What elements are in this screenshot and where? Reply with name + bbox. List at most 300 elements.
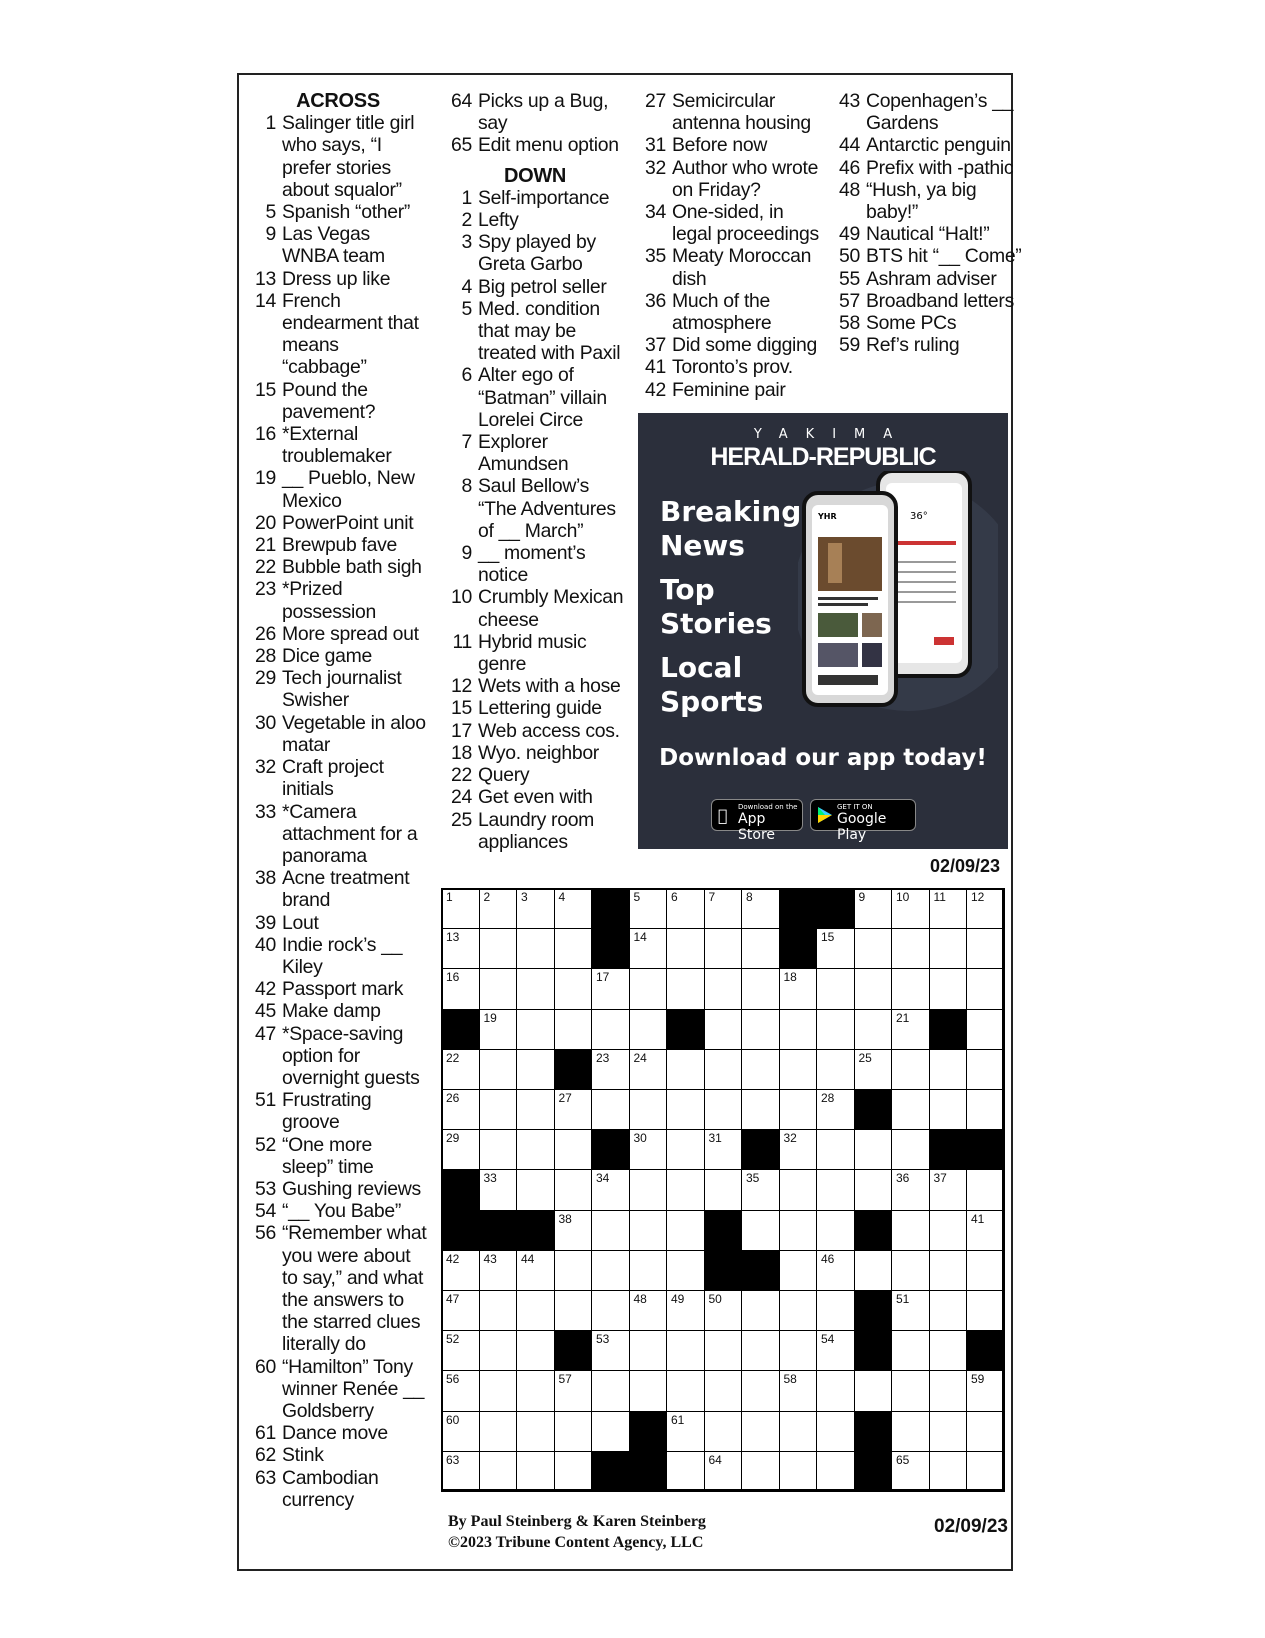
grid-cell[interactable] (441, 928, 480, 969)
down-clue[interactable] (638, 334, 824, 356)
grid-cell[interactable] (516, 928, 555, 969)
grid-cell[interactable] (816, 1411, 855, 1452)
grid-cell[interactable] (591, 1330, 630, 1371)
grid-cell[interactable] (779, 1411, 818, 1452)
across-clue[interactable] (248, 379, 428, 423)
grid-cell[interactable] (479, 1049, 518, 1090)
grid-cell[interactable] (741, 1210, 780, 1251)
down-clue[interactable] (832, 90, 1022, 134)
grid-cell[interactable] (666, 1250, 705, 1291)
grid-cell[interactable] (516, 1169, 555, 1210)
down-clue[interactable] (832, 157, 1022, 179)
grid-cell[interactable] (816, 1009, 855, 1050)
grid-cell[interactable] (891, 1049, 930, 1090)
grid-cell[interactable] (516, 1451, 555, 1492)
down-clue[interactable] (444, 276, 626, 298)
grid-cell[interactable] (816, 928, 855, 969)
grid-block (854, 1451, 893, 1492)
grid-cell[interactable] (779, 1330, 818, 1371)
grid-cell[interactable] (966, 1089, 1005, 1130)
across-clue[interactable] (248, 712, 428, 756)
down-clue[interactable] (638, 201, 824, 245)
grid-cell[interactable] (479, 888, 518, 929)
grid-cell[interactable] (929, 1370, 968, 1411)
grid-cell[interactable] (929, 1411, 968, 1452)
down-clue[interactable] (832, 312, 1022, 334)
grid-cell[interactable] (629, 1089, 668, 1130)
clue-number: 46 (839, 156, 860, 179)
grid-cell[interactable] (929, 928, 968, 969)
grid-cell[interactable] (666, 1089, 705, 1130)
grid-cell[interactable] (479, 1169, 518, 1210)
date-bottom: 02/09/23 (934, 1516, 1008, 1537)
grid-cell[interactable] (479, 1250, 518, 1291)
grid-cell[interactable] (666, 1451, 705, 1492)
cell-number: 56 (446, 1372, 460, 1387)
grid-cell[interactable] (704, 1451, 743, 1492)
across-clue[interactable] (248, 512, 428, 534)
grid-cell[interactable] (816, 1370, 855, 1411)
down-clue[interactable] (444, 586, 626, 630)
down-clue[interactable] (444, 720, 626, 742)
grid-cell[interactable] (854, 1049, 893, 1090)
grid-cell[interactable] (966, 928, 1005, 969)
clue-number: 48 (839, 178, 860, 201)
down-clue[interactable] (444, 742, 626, 764)
grid-cell[interactable] (479, 1290, 518, 1331)
grid-cell[interactable] (929, 1169, 968, 1210)
across-clue[interactable] (248, 645, 428, 667)
grid-cell[interactable] (554, 968, 593, 1009)
grid-cell[interactable] (629, 928, 668, 969)
across-clue[interactable] (248, 1422, 428, 1444)
grid-cell[interactable] (441, 1330, 480, 1371)
grid-cell[interactable] (479, 1089, 518, 1130)
grid-cell[interactable] (591, 1089, 630, 1130)
down-clue[interactable] (444, 209, 626, 231)
across-clue[interactable] (248, 1467, 428, 1511)
grid-cell[interactable] (554, 1290, 593, 1331)
grid-cell[interactable] (741, 1330, 780, 1371)
grid-cell[interactable] (441, 1290, 480, 1331)
down-clue[interactable] (444, 764, 626, 786)
grid-cell[interactable] (591, 1370, 630, 1411)
google-play-button[interactable]: GET IT ON Google Play (810, 799, 916, 831)
grid-cell[interactable] (966, 1049, 1005, 1090)
grid-cell[interactable] (516, 1009, 555, 1050)
grid-cell[interactable] (666, 1169, 705, 1210)
grid-cell[interactable] (854, 928, 893, 969)
cell-number: 17 (596, 970, 610, 985)
grid-cell[interactable] (891, 1411, 930, 1452)
across-clue[interactable] (248, 912, 428, 934)
grid-cell[interactable] (966, 1451, 1005, 1492)
grid-cell[interactable] (554, 1210, 593, 1251)
grid-cell[interactable] (554, 1169, 593, 1210)
cell-number: 12 (971, 890, 985, 904)
clue-number: 37 (645, 334, 666, 357)
grid-cell[interactable] (966, 888, 1005, 929)
grid-cell[interactable] (779, 1049, 818, 1090)
clue-text: Copenhagen’s __ Gardens (866, 90, 1014, 135)
grid-cell[interactable] (929, 1290, 968, 1331)
across-clue[interactable] (248, 1000, 428, 1022)
grid-cell[interactable] (779, 1210, 818, 1251)
grid-cell[interactable] (554, 1370, 593, 1411)
grid-cell[interactable] (816, 1330, 855, 1371)
grid-cell[interactable] (704, 1370, 743, 1411)
grid-cell[interactable] (554, 1451, 593, 1492)
across-clue[interactable] (248, 223, 428, 267)
grid-cell[interactable] (741, 968, 780, 1009)
grid-cell[interactable] (741, 1169, 780, 1210)
grid-cell[interactable] (666, 1411, 705, 1452)
grid-cell[interactable] (891, 1089, 930, 1130)
grid-cell[interactable] (854, 888, 893, 929)
grid-cell[interactable] (479, 1009, 518, 1050)
grid-cell[interactable] (441, 1370, 480, 1411)
grid-cell[interactable] (479, 928, 518, 969)
grid-cell[interactable] (666, 1370, 705, 1411)
grid-cell[interactable] (816, 1169, 855, 1210)
grid-cell[interactable] (516, 968, 555, 1009)
grid-cell[interactable] (516, 1129, 555, 1170)
grid-cell[interactable] (929, 888, 968, 929)
down-clue[interactable] (444, 364, 626, 431)
grid-cell[interactable] (741, 928, 780, 969)
grid-cell[interactable] (891, 1451, 930, 1492)
grid-cell[interactable] (929, 1049, 968, 1090)
grid-cell[interactable] (629, 1210, 668, 1251)
grid-cell[interactable] (591, 1210, 630, 1251)
clue-number: 10 (451, 586, 472, 609)
grid-cell[interactable] (741, 1411, 780, 1452)
down-clue[interactable] (444, 298, 626, 365)
grid-cell[interactable] (591, 1290, 630, 1331)
down-clue[interactable] (638, 157, 824, 201)
across-clue[interactable] (248, 756, 428, 800)
down-clue[interactable] (832, 179, 1022, 223)
grid-cell[interactable] (554, 1089, 593, 1130)
grid-cell[interactable] (779, 1089, 818, 1130)
across-clue[interactable] (248, 1444, 428, 1466)
down-clue[interactable] (444, 631, 626, 675)
grid-cell[interactable] (516, 1411, 555, 1452)
grid-cell[interactable] (666, 888, 705, 929)
down-clue[interactable] (832, 134, 1022, 156)
app-store-button[interactable]: Download on the App Store (711, 799, 803, 831)
grid-cell[interactable] (966, 1411, 1005, 1452)
across-clue[interactable] (248, 112, 428, 201)
grid-cell[interactable] (966, 968, 1005, 1009)
down-clue[interactable] (444, 475, 626, 542)
clue-text: Antarctic penguin (866, 134, 1011, 157)
grid-cell[interactable] (516, 1330, 555, 1371)
grid-cell[interactable] (704, 1290, 743, 1331)
grid-cell[interactable] (891, 1330, 930, 1371)
across-clue[interactable] (248, 268, 428, 290)
grid-cell[interactable] (591, 968, 630, 1009)
across-clue[interactable] (248, 1134, 428, 1178)
across-clue[interactable] (248, 1089, 428, 1133)
grid-cell[interactable] (779, 1451, 818, 1492)
grid-cell[interactable] (666, 1129, 705, 1170)
grid-cell[interactable] (479, 1370, 518, 1411)
grid-block (666, 1009, 705, 1050)
grid-cell[interactable] (966, 1009, 1005, 1050)
grid-cell[interactable] (929, 1330, 968, 1371)
across-clue[interactable] (248, 667, 428, 711)
grid-cell[interactable] (704, 888, 743, 929)
grid-cell[interactable] (891, 1169, 930, 1210)
grid-cell[interactable] (441, 968, 480, 1009)
across-clue[interactable] (248, 623, 428, 645)
grid-cell[interactable] (929, 1250, 968, 1291)
grid-cell[interactable] (666, 1330, 705, 1371)
grid-cell[interactable] (704, 1089, 743, 1130)
across-clue[interactable] (248, 1356, 428, 1423)
grid-cell[interactable] (741, 1370, 780, 1411)
across-clue[interactable] (248, 467, 428, 511)
cell-number: 1 (446, 890, 453, 904)
down-clue[interactable] (638, 356, 824, 378)
grid-cell[interactable] (591, 1009, 630, 1050)
down-clue[interactable] (444, 542, 626, 586)
clue-number: 5 (265, 201, 276, 224)
grid-cell[interactable] (441, 888, 480, 929)
across-clue[interactable] (248, 556, 428, 578)
down-clue[interactable] (832, 223, 1022, 245)
grid-cell[interactable] (891, 1250, 930, 1291)
grid-cell[interactable] (966, 1290, 1005, 1331)
grid-cell[interactable] (966, 1169, 1005, 1210)
grid-cell[interactable] (854, 1250, 893, 1291)
cell-number: 43 (483, 1251, 497, 1266)
grid-cell[interactable] (816, 1451, 855, 1492)
grid-cell[interactable] (554, 1250, 593, 1291)
grid-cell[interactable] (816, 1089, 855, 1130)
grid-cell[interactable] (441, 1451, 480, 1492)
grid-cell[interactable] (441, 1089, 480, 1130)
grid-cell[interactable] (591, 1411, 630, 1452)
across-clue[interactable] (248, 578, 428, 622)
across-clue[interactable] (248, 201, 428, 223)
across-clue[interactable] (248, 867, 428, 911)
grid-cell[interactable] (554, 1129, 593, 1170)
across-clue[interactable] (248, 978, 428, 1000)
grid-cell[interactable] (704, 968, 743, 1009)
grid-cell[interactable] (891, 928, 930, 969)
across-clue[interactable] (248, 934, 428, 978)
grid-cell[interactable] (554, 888, 593, 929)
grid-cell[interactable] (629, 1290, 668, 1331)
grid-cell[interactable] (629, 1129, 668, 1170)
down-clue[interactable] (638, 290, 824, 334)
grid-cell[interactable] (666, 1210, 705, 1251)
grid-cell[interactable] (479, 1330, 518, 1371)
grid-cell[interactable] (816, 1049, 855, 1090)
grid-cell[interactable] (554, 1411, 593, 1452)
clue-text: *External troublemaker (282, 423, 392, 468)
down-clue[interactable] (638, 245, 824, 289)
grid-cell[interactable] (591, 1250, 630, 1291)
across-clue[interactable] (248, 1023, 428, 1090)
grid-cell[interactable] (741, 1049, 780, 1090)
grid-block (929, 1009, 968, 1050)
clue-number: 6 (461, 364, 472, 387)
grid-cell[interactable] (666, 968, 705, 1009)
down-clue[interactable] (444, 697, 626, 719)
grid-cell[interactable] (479, 968, 518, 1009)
down-clue[interactable] (444, 786, 626, 808)
grid-cell[interactable] (741, 1290, 780, 1331)
down-clue[interactable] (444, 809, 626, 853)
app-advertisement[interactable] (638, 413, 1008, 849)
grid-cell[interactable] (704, 1169, 743, 1210)
grid-cell[interactable] (516, 1049, 555, 1090)
clue-number: 56 (255, 1222, 276, 1245)
grid-cell[interactable] (929, 1451, 968, 1492)
grid-cell[interactable] (779, 1290, 818, 1331)
down-clue[interactable] (832, 245, 1022, 267)
grid-cell[interactable] (741, 1451, 780, 1492)
clue-text: Pound the pavement? (282, 378, 376, 423)
grid-cell[interactable] (891, 1129, 930, 1170)
across-clue[interactable] (444, 134, 626, 156)
grid-cell[interactable] (666, 1290, 705, 1331)
clue-number: 57 (839, 289, 860, 312)
grid-cell[interactable] (816, 1210, 855, 1251)
crossword-grid[interactable] (441, 888, 1004, 1491)
grid-cell[interactable] (891, 1210, 930, 1251)
grid-cell[interactable] (629, 1370, 668, 1411)
grid-cell[interactable] (554, 1009, 593, 1050)
across-clue[interactable] (248, 1200, 428, 1222)
grid-cell[interactable] (591, 1169, 630, 1210)
clue-text: Frustrating groove (282, 1089, 372, 1134)
down-clue[interactable] (638, 134, 824, 156)
grid-cell[interactable] (441, 1411, 480, 1452)
grid-cell[interactable] (891, 888, 930, 929)
clue-text: Dress up like (282, 267, 391, 290)
grid-cell[interactable] (441, 1049, 480, 1090)
grid-cell[interactable] (854, 1370, 893, 1411)
clue-number: 44 (839, 134, 860, 157)
grid-cell[interactable] (516, 1250, 555, 1291)
down-clue[interactable] (444, 675, 626, 697)
grid-cell[interactable] (854, 968, 893, 1009)
across-clue[interactable] (248, 290, 428, 379)
grid-cell[interactable] (704, 1049, 743, 1090)
across-clue[interactable] (248, 1178, 428, 1200)
grid-cell[interactable] (629, 1250, 668, 1291)
grid-cell[interactable] (929, 968, 968, 1009)
grid-cell[interactable] (479, 1451, 518, 1492)
across-clue[interactable] (248, 801, 428, 868)
grid-cell[interactable] (779, 1370, 818, 1411)
grid-cell[interactable] (591, 1049, 630, 1090)
grid-cell[interactable] (966, 1250, 1005, 1291)
grid-cell[interactable] (554, 928, 593, 969)
grid-cell[interactable] (741, 1009, 780, 1050)
grid-cell[interactable] (779, 1129, 818, 1170)
grid-cell[interactable] (966, 1210, 1005, 1251)
across-clue[interactable] (444, 90, 626, 134)
grid-cell[interactable] (629, 1330, 668, 1371)
down-clue[interactable] (444, 187, 626, 209)
grid-cell[interactable] (891, 968, 930, 1009)
down-clue[interactable] (832, 334, 1022, 356)
grid-cell[interactable] (516, 888, 555, 929)
grid-cell[interactable] (816, 968, 855, 1009)
across-clue[interactable] (248, 423, 428, 467)
grid-cell[interactable] (816, 1129, 855, 1170)
down-clue[interactable] (444, 431, 626, 475)
across-clue[interactable] (248, 1222, 428, 1355)
cell-number: 33 (483, 1171, 497, 1186)
grid-cell[interactable] (704, 1330, 743, 1371)
grid-cell[interactable] (516, 1089, 555, 1130)
grid-cell[interactable] (929, 1089, 968, 1130)
clue-text: Lettering guide (478, 697, 602, 720)
grid-cell[interactable] (854, 1009, 893, 1050)
grid-cell[interactable] (891, 1290, 930, 1331)
across-clue[interactable] (248, 534, 428, 556)
grid-cell[interactable] (629, 1009, 668, 1050)
grid-cell[interactable] (966, 1370, 1005, 1411)
grid-cell[interactable] (779, 1009, 818, 1050)
clue-number: 55 (839, 267, 860, 290)
down-clue[interactable] (638, 379, 824, 401)
grid-cell[interactable] (816, 1250, 855, 1291)
grid-cell[interactable] (629, 968, 668, 1009)
grid-cell[interactable] (779, 1250, 818, 1291)
clue-text: Get even with (478, 786, 593, 809)
grid-cell[interactable] (516, 1290, 555, 1331)
grid-cell[interactable] (666, 1049, 705, 1090)
down-clue[interactable] (832, 268, 1022, 290)
grid-cell[interactable] (629, 1049, 668, 1090)
grid-cell[interactable] (704, 1129, 743, 1170)
grid-cell[interactable] (741, 1089, 780, 1130)
grid-cell[interactable] (666, 928, 705, 969)
grid-cell[interactable] (441, 1250, 480, 1291)
grid-cell[interactable] (779, 1169, 818, 1210)
grid-cell[interactable] (479, 1129, 518, 1170)
down-clue[interactable] (832, 290, 1022, 312)
down-clue[interactable] (444, 231, 626, 275)
grid-cell[interactable] (854, 1129, 893, 1170)
grid-cell[interactable] (779, 968, 818, 1009)
grid-cell[interactable] (854, 1169, 893, 1210)
grid-cell[interactable] (929, 1210, 968, 1251)
grid-cell[interactable] (891, 1370, 930, 1411)
clue-number: 8 (461, 475, 472, 498)
clue-text: Query (478, 764, 530, 787)
grid-cell[interactable] (704, 1411, 743, 1452)
grid-cell[interactable] (479, 1411, 518, 1452)
grid-cell[interactable] (441, 1129, 480, 1170)
grid-cell[interactable] (741, 888, 780, 929)
down-clue[interactable] (638, 90, 824, 134)
grid-cell[interactable] (891, 1009, 930, 1050)
grid-cell[interactable] (704, 1009, 743, 1050)
grid-cell[interactable] (629, 1169, 668, 1210)
grid-cell[interactable] (629, 888, 668, 929)
grid-cell[interactable] (704, 928, 743, 969)
grid-cell[interactable] (516, 1370, 555, 1411)
grid-cell[interactable] (816, 1290, 855, 1331)
